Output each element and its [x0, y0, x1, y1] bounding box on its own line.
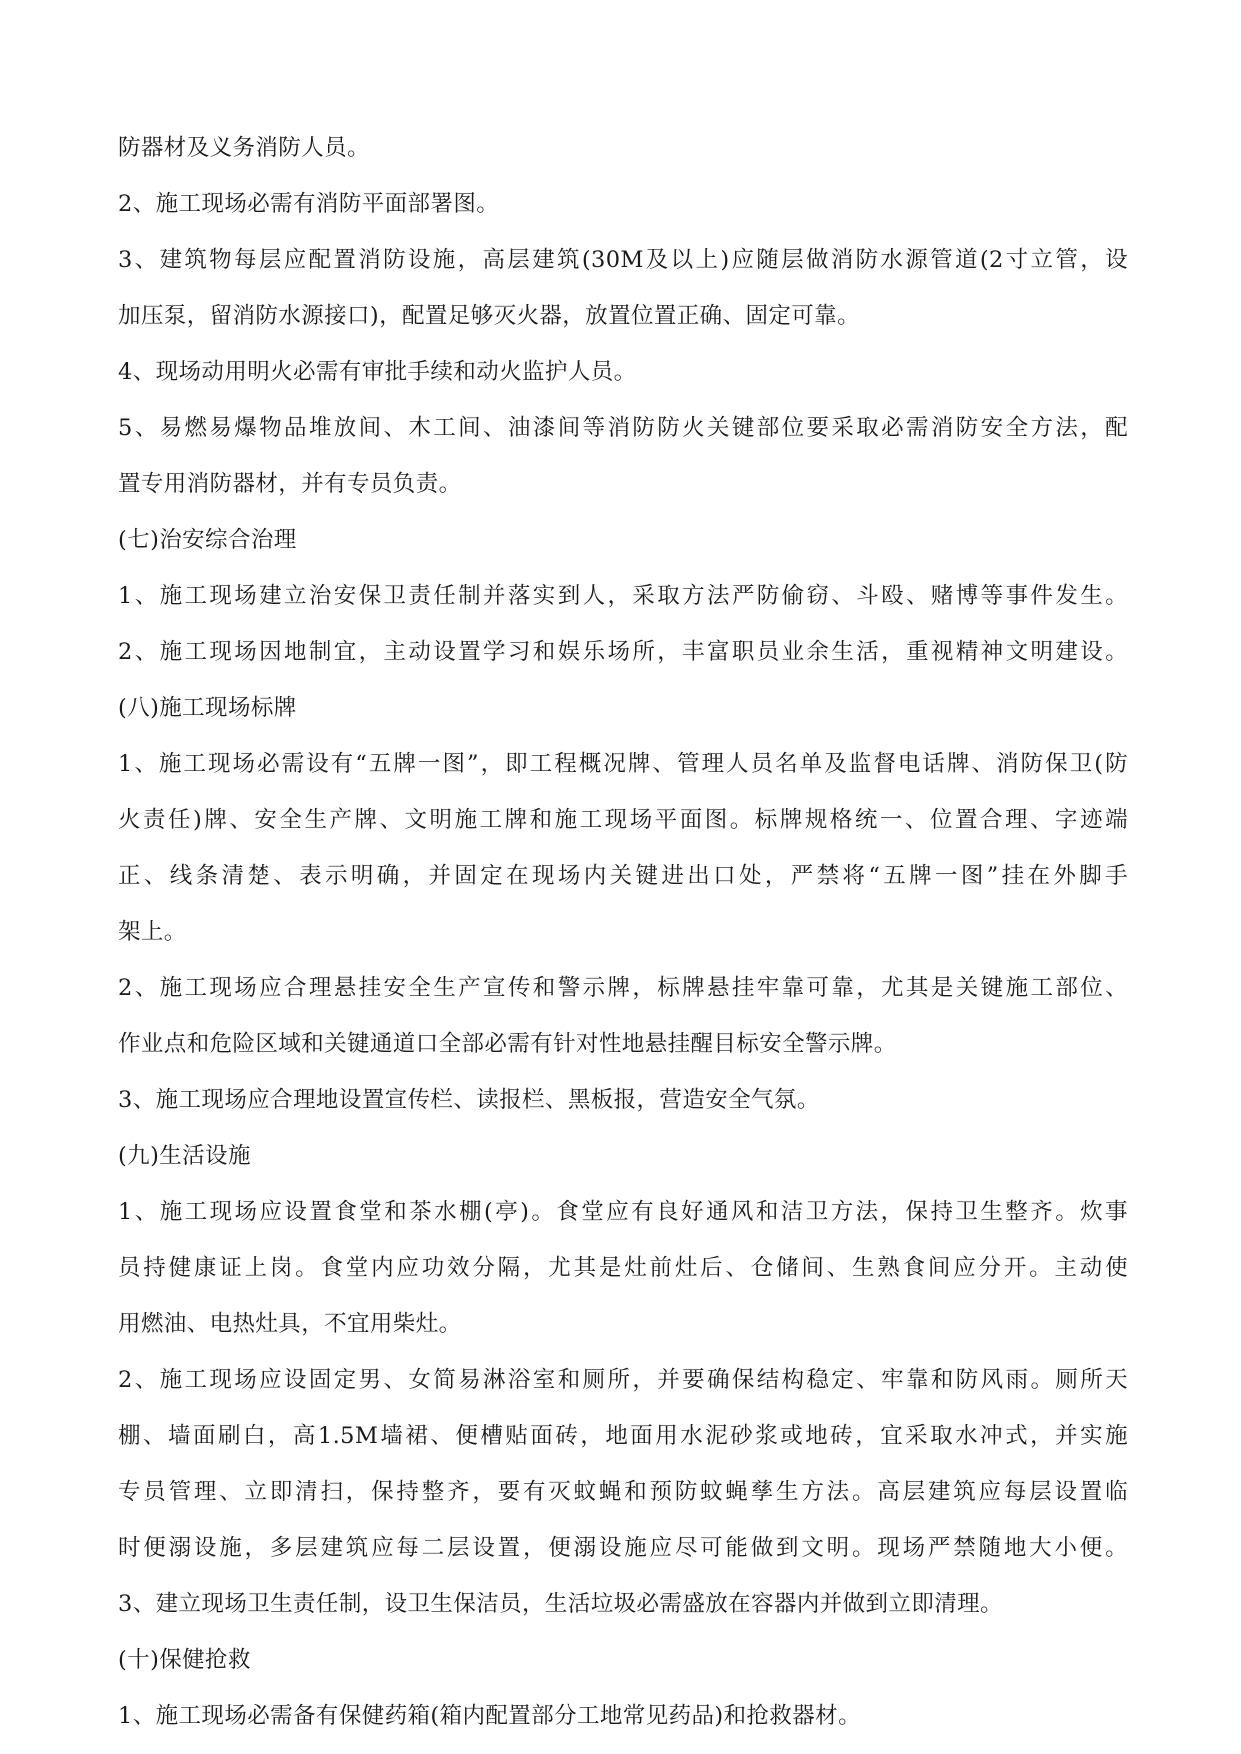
text-line: 4、现场动用明火必需有审批手续和动火监护人员。 [118, 359, 637, 385]
text-line: 防器材及义务消防人员。 [118, 135, 370, 161]
text-line: 时便溺设施，多层建筑应每二层设置，便溺设施应尽可能做到文明。现场严禁随地大小便。 [118, 1535, 1128, 1561]
text-line: 架上。 [118, 919, 187, 945]
text-line: 作业点和危险区域和关键通道口全部必需有针对性地悬挂醒目标安全警示牌。 [118, 1031, 897, 1057]
text-line: 置专用消防器材，并有专员负责。 [118, 471, 462, 497]
text-line: 1、施工现场建立治安保卫责任制并落实到人，采取方法严防偷窃、斗殴、赌博等事件发生。 [118, 583, 1128, 609]
text-line: 专员管理、立即清扫，保持整齐，要有灭蚊蝇和预防蚊蝇孳生方法。高层建筑应每层设置临 [118, 1479, 1128, 1505]
text-line: 1、施工现场必需设有“五牌一图”，即工程概况牌、管理人员名单及监督电话牌、消防保卫(防 [118, 751, 1128, 777]
text-line: 正、线条清楚、表示明确，并固定在现场内关键进出口处，严禁将“五牌一图”挂在外脚手 [118, 863, 1128, 889]
text-line: (九)生活设施 [118, 1143, 251, 1169]
text-line: (八)施工现场标牌 [118, 695, 297, 721]
text-line: 1、施工现场必需备有保健药箱(箱内配置部分工地常见药品)和抢救器材。 [118, 1703, 861, 1729]
text-line: (七)治安综合治理 [118, 527, 297, 553]
text-line: 员持健康证上岗。食堂内应功效分隔，尤其是灶前灶后、仓储间、生熟食间应分开。主动使 [118, 1255, 1128, 1281]
text-line: 1、施工现场应设置食堂和茶水棚(亭)。食堂应有良好通风和洁卫方法，保持卫生整齐。炊事 [118, 1199, 1128, 1225]
text-line: (十)保健抢救 [118, 1647, 251, 1673]
text-line: 2、施工现场因地制宜，主动设置学习和娱乐场所，丰富职员业余生活，重视精神文明建设。 [118, 639, 1128, 665]
text-line: 3、建立现场卫生责任制，设卫生保洁员，生活垃圾必需盛放在容器内并做到立即清理。 [118, 1591, 1003, 1617]
text-line: 5、易燃易爆物品堆放间、木工间、油漆间等消防防火关键部位要采取必需消防安全方法，配 [118, 415, 1128, 441]
text-line: 3、建筑物每层应配置消防设施，高层建筑(30M及以上)应随层做消防水源管道(2寸立管，设 [118, 247, 1128, 273]
text-line: 3、施工现场应合理地设置宣传栏、读报栏、黑板报，营造安全气氛。 [118, 1087, 820, 1113]
text-line: 用燃油、电热灶具，不宜用柴灶。 [118, 1311, 462, 1337]
text-line: 2、施工现场应合理悬挂安全生产宣传和警示牌，标牌悬挂牢靠可靠，尤其是关键施工部位、 [118, 975, 1128, 1001]
text-line: 2、施工现场应设固定男、女简易淋浴室和厕所，并要确保结构稳定、牢靠和防风雨。厕所天 [118, 1367, 1128, 1393]
text-line: 火责任)牌、安全生产牌、文明施工牌和施工现场平面图。标牌规格统一、位置合理、字迹端 [118, 807, 1128, 833]
text-line: 加压泵，留消防水源接口)，配置足够灭火器，放置位置正确、固定可靠。 [118, 303, 860, 329]
document-body [118, 120, 1128, 1744]
text-line: 2、施工现场必需有消防平面部署图。 [118, 191, 500, 217]
text-line: 棚、墙面刷白，高1.5M墙裙、便槽贴面砖，地面用水泥砂浆或地砖，宜采取水冲式，并实施 [118, 1423, 1128, 1449]
